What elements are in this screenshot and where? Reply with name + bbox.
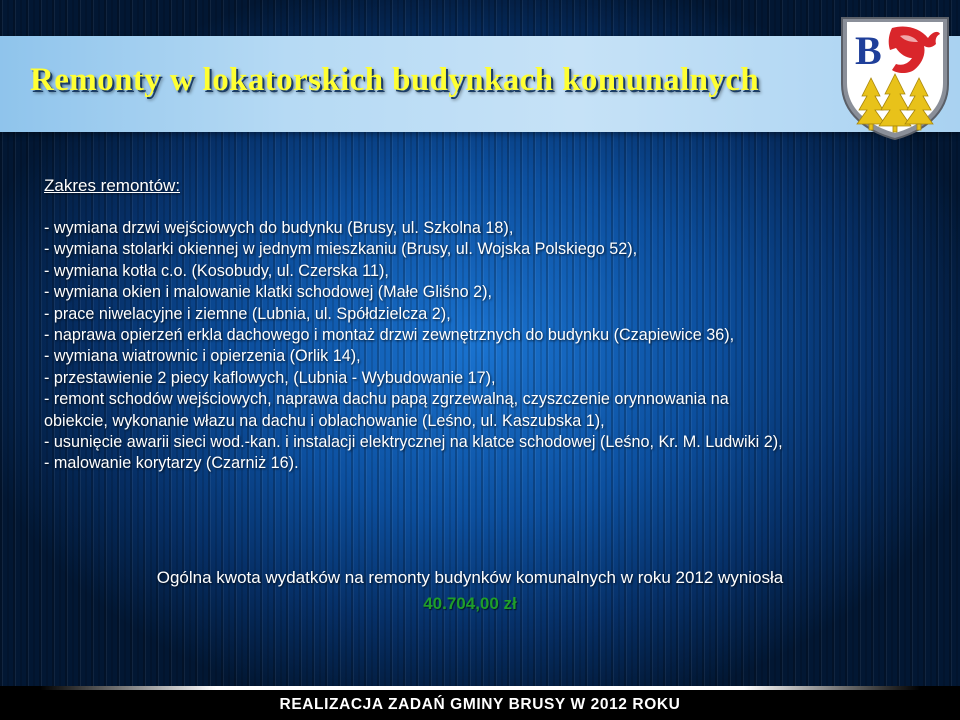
list-item: - przestawienie 2 piecy kaflowych, (Lubnia - Wybudowanie 17), (44, 368, 496, 387)
list-item: - wymiana drzwi wejściowych do budynku (Brusy, ul. Szkolna 18), (44, 219, 514, 237)
list-item: - wymiana stolarki okiennej w jednym mieszkaniu (Brusy, ul. Wojska Polskiego 52), (44, 240, 638, 259)
crest-letter: B (855, 28, 882, 73)
content-block (44, 174, 924, 475)
repair-list (44, 218, 924, 475)
section-heading: Zakres remontów: (44, 176, 181, 195)
list-item: - remont schodów wejściowych, naprawa dachu papą zgrzewalną, czyszczenie orynnowania na (44, 390, 729, 409)
list-item: - wymiana okien i malowanie klatki schodowej (Małe Gliśno 2), (44, 283, 493, 302)
list-item: obiekcie, wykonanie włazu na dachu i oblachowanie (Leśno, ul. Kaszubska 1), (44, 411, 605, 430)
slide-title: Remonty w lokatorskich budynkach komunalnych (30, 62, 760, 98)
list-item: - malowanie korytarzy (Czarniż 16). (44, 454, 299, 473)
list-item: - wymiana wiatrownic i opierzenia (Orlik 14), (44, 347, 361, 366)
list-item: - usunięcie awarii sieci wod.-kan. i instalacji elektrycznej na klatce schodowej (Leśno, Kr. M. Ludwiki 2), (44, 433, 783, 452)
list-item: - naprawa opierzeń erkla dachowego i montaż drzwi zewnętrznych do budynku (Czapiewice 36), (44, 326, 735, 345)
footer-divider (40, 686, 920, 690)
list-item: - prace niwelacyjne i ziemne (Lubnia, ul. Spółdzielcza 2), (44, 304, 451, 323)
summary-text: Ogólna kwota wydatków na remonty budynków komunalnych w roku 2012 wyniosła (156, 568, 784, 587)
total-amount: 40.704,00 zł (423, 594, 517, 613)
list-item: - wymiana kotła c.o. (Kosobudy, ul. Czerska 11), (44, 261, 389, 280)
footer-title: REALIZACJA ZADAŃ GMINY BRUSY W 2012 ROKU (279, 696, 681, 713)
coat-of-arms-icon (836, 12, 954, 142)
